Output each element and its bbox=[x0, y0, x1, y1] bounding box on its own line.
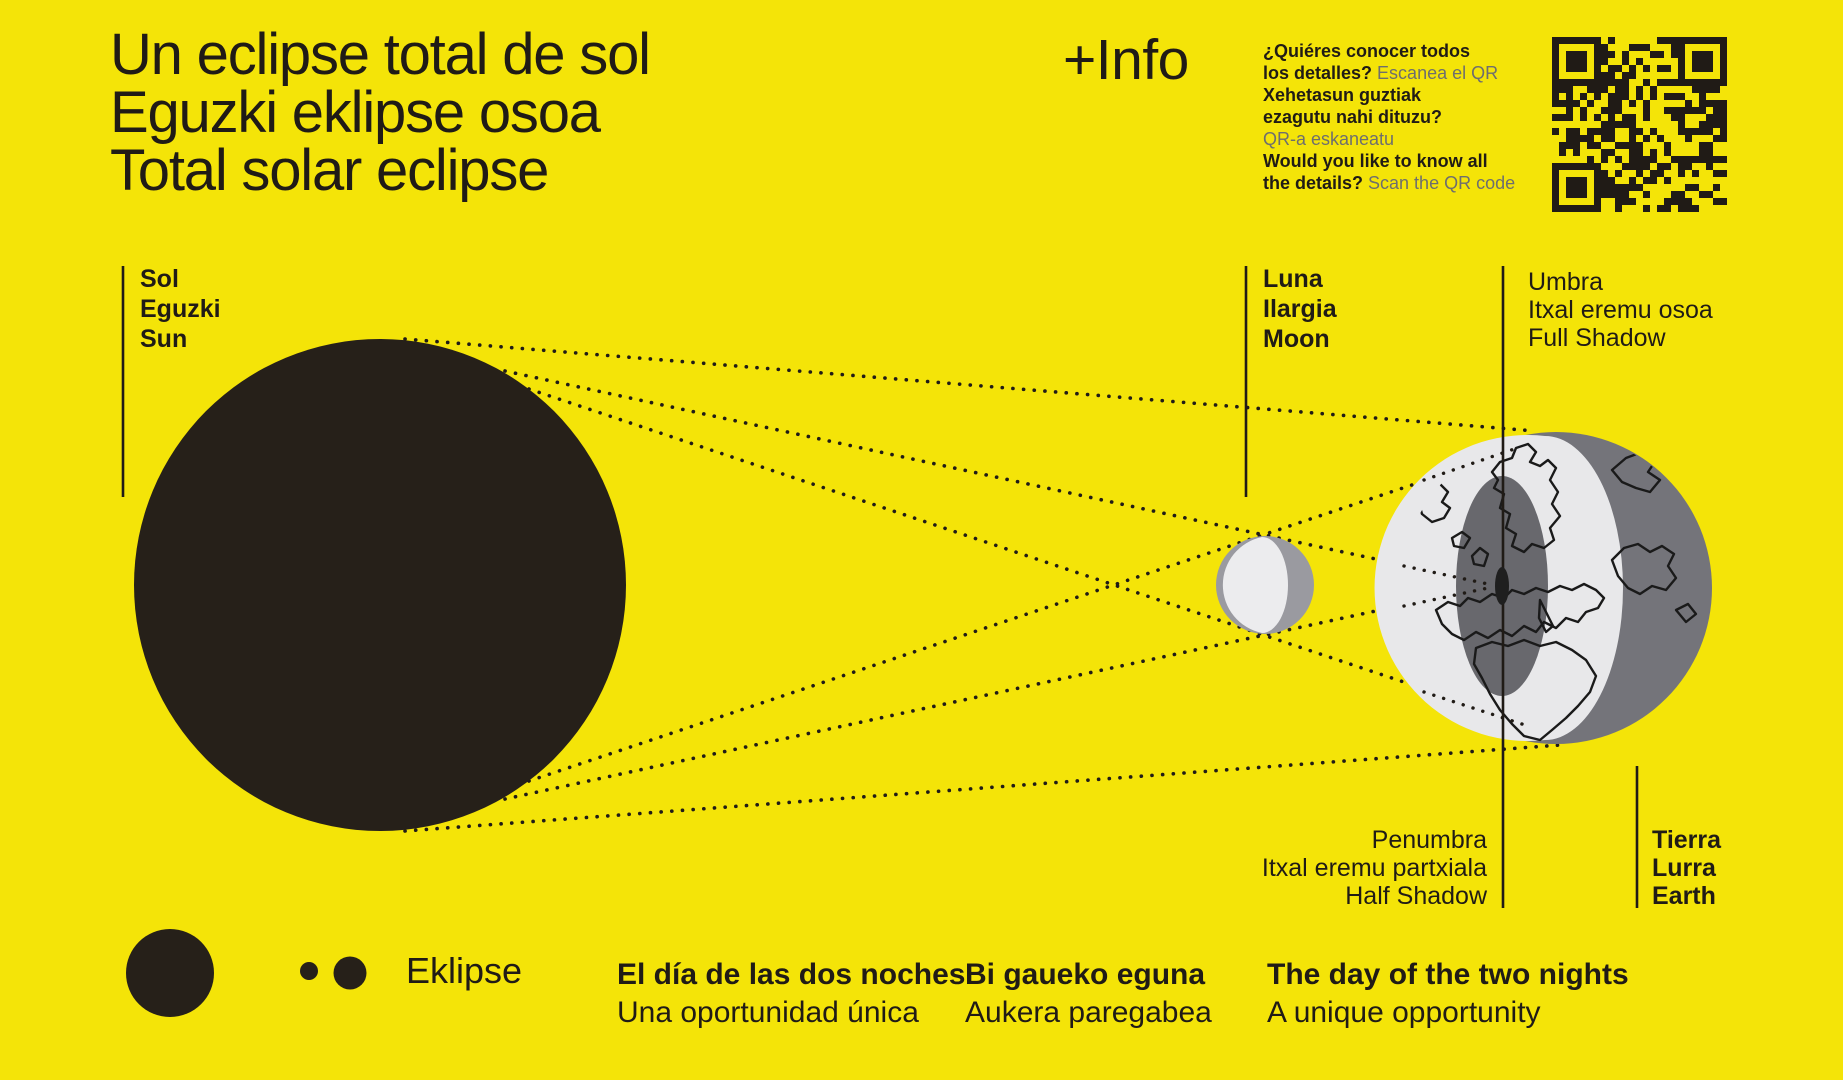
sun-label: Sol Eguzki Sun bbox=[140, 265, 221, 353]
moon-label: Luna Ilargia Moon bbox=[1263, 265, 1337, 353]
footer-headline: El día de las dos noches bbox=[617, 958, 966, 991]
qr-caption-line: ¿Quiéres conocer todos bbox=[1263, 41, 1471, 61]
title-line-eu: Eguzki eklipse osoa bbox=[110, 80, 600, 145]
more-info-link[interactable]: +Info bbox=[1063, 28, 1189, 92]
footer-headline: The day of the two nights bbox=[1267, 958, 1629, 991]
title-line-en: Total solar eclipse bbox=[110, 138, 549, 203]
qr-caption bbox=[1263, 40, 1563, 194]
qr-caption-line: ezagutu nahi dituzu? bbox=[1263, 107, 1442, 127]
footer-column-es bbox=[617, 956, 965, 1032]
footer-subline: Aukera paregabea bbox=[965, 996, 1212, 1029]
earth-label: Tierra Lurra Earth bbox=[1652, 826, 1722, 910]
legend-moon-dot bbox=[300, 962, 318, 980]
moon-graphic bbox=[1216, 536, 1314, 634]
footer-subline: Una oportunidad única bbox=[617, 996, 919, 1029]
qr-caption-line: QR-a eskaneatu bbox=[1263, 129, 1395, 149]
sun-circle bbox=[134, 339, 626, 831]
earth-graphic bbox=[1375, 432, 1712, 744]
qr-caption-line: Xehetasun guztiak bbox=[1263, 85, 1422, 105]
footer-subline: A unique opportunity bbox=[1267, 996, 1541, 1029]
qr-caption-line: the details? Scan the QR code bbox=[1263, 173, 1516, 193]
qr-caption-line: Would you like to know all bbox=[1263, 151, 1488, 171]
footer-headline: Bi gaueko eguna bbox=[965, 958, 1206, 991]
title-line-es: Un eclipse total de sol bbox=[110, 22, 650, 87]
legend-earth-dot bbox=[334, 957, 367, 990]
legend-sun-dot bbox=[126, 929, 214, 1017]
earth-umbra-spot bbox=[1495, 567, 1509, 605]
qr-caption-line: los detalles? Escanea el QR bbox=[1263, 63, 1499, 83]
footer-column-eu bbox=[965, 956, 1212, 1032]
penumbra-label: Penumbra Itxal eremu partxiala Half Shadow bbox=[1261, 826, 1487, 910]
footer-column-en bbox=[1267, 956, 1629, 1032]
umbra-label: Umbra Itxal eremu osoa Full Shadow bbox=[1528, 268, 1713, 352]
legend-label: Eklipse bbox=[406, 950, 523, 991]
page-title bbox=[110, 22, 650, 203]
